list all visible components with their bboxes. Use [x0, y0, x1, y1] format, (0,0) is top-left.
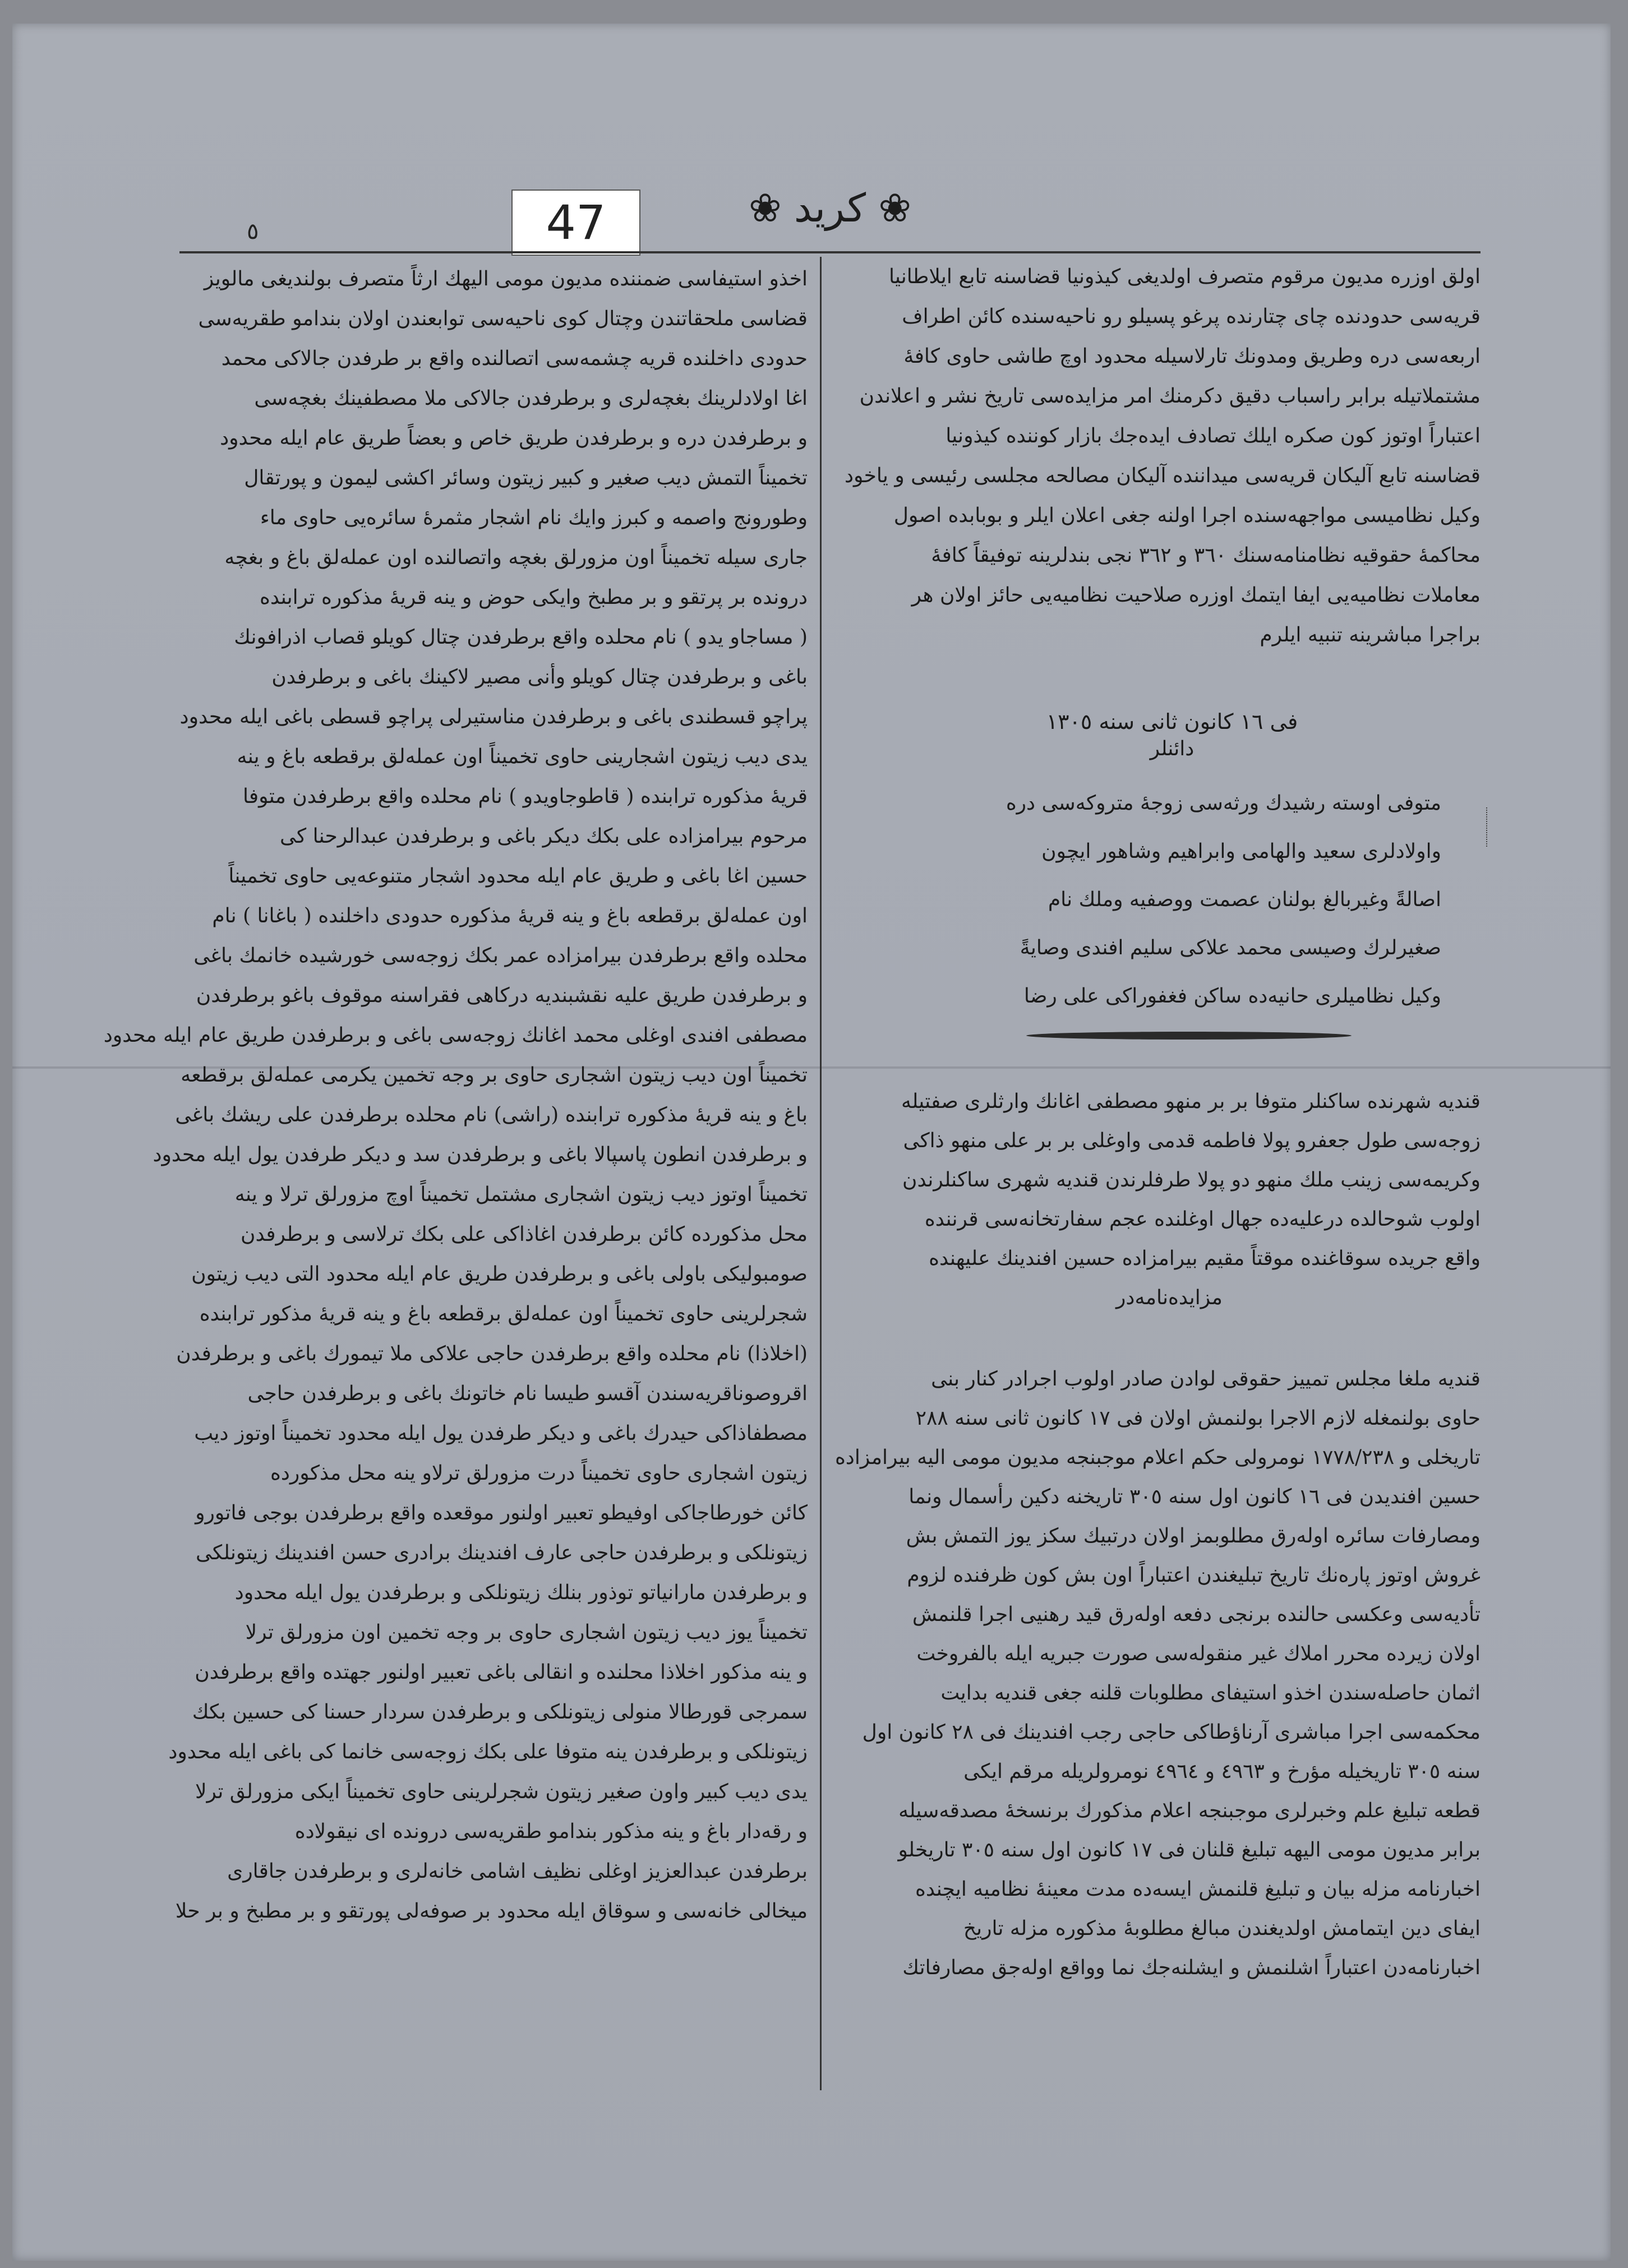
- text-line: میخالی خانه‌سی و سوقاق ایله محدود بر صوفه‌لی پورتقو و بر مطبخ و بر حلا: [175, 1900, 808, 1923]
- text-line: اخذو استیفاسی ضمننده مدیون مومی الیهك ارثاً متصرف بولندیغی مالویز: [204, 267, 808, 290]
- text-line: پراچو قسطندی باغی و برطرفدن مناستیرلی پراچو قسطی باغی ایله محدود: [179, 705, 808, 728]
- text-line: سنه ٣٠٥ تاریخیله مؤرخ و ٤٩٦٣ و ٤٩٦٤ نومرولریله مرقم ایکی: [963, 1760, 1481, 1783]
- text-line: اولق اوزره مدیون مرقوم متصرف اولدیغی کیذونیا قضاسنه تابع ایلاطانیا: [888, 265, 1481, 288]
- text-line: مرحوم بیرامزاده علی بکك دیکر باغی و برطرفدن عبدالرحنا کی: [280, 825, 808, 848]
- text-line: تخمیناً التمش دیب صغیر و کبیر زیتون وسائر اکشی لیمون و پورتقال: [244, 466, 808, 489]
- text-line: غروش اوتوز پاره‌نك تاریخ تبلیغندن اعتباراً اون بش کون ظرفنده لزوم: [907, 1564, 1481, 1587]
- text-line: حاوی بولنمغله لازم الاجرا بولنمش اولان فی ١٧ کانون ثانی سنه ٢٨٨: [915, 1407, 1481, 1430]
- text-line: وکریمه‌سی زینب ملك منهو دو پولا طرفلرندن قندیه شهری ساکنلرندن: [902, 1168, 1481, 1191]
- right-column-notice: [845, 257, 1481, 655]
- text-line: واقع جریده سوقاغنده موقتاً مقیم بیرامزاده حسین افندینك علیهنده: [929, 1247, 1481, 1270]
- text-line: قریهٔ مذکوره ترابنده ( قاطوجاویدو ) نام محلده واقع برطرفدن متوفا: [242, 785, 808, 808]
- text-line: قندیه شهرنده ساکنلر متوفا بر بر منهو مصطفی اغانك وارثلری صفتیله: [901, 1090, 1481, 1113]
- section-separator: [1026, 1032, 1352, 1040]
- creditor-line: متوفی اوسته رشیدك ورثه‌سی زوجهٔ متروکه‌سی دره: [1006, 792, 1441, 815]
- text-line: اون عمله‌لق برقطعه باغ و ینه قریهٔ مذکوره حدودی داخلنده ( باغانا ) نام: [212, 904, 808, 927]
- text-line: حسین اغا باغی و طریق عام ایله محدود اشجار متنوعه‌یی حاوی تخمیناً: [228, 865, 808, 888]
- text-line: براجرا مباشرینه تنبیه ایلرم: [1260, 623, 1481, 646]
- creditors-block: [864, 779, 1441, 1020]
- text-line: اربعه‌سی دره وطریق ومدونك تارلاسیله محدود اوچ طاشی حاوی کافهٔ: [903, 345, 1481, 368]
- text-line: ایفای دین ایتمامش اولدیغندن مبالغ مطلوبهٔ مذکوره مزله تاریخ: [963, 1917, 1481, 1940]
- column-number: ٥: [247, 219, 259, 244]
- text-line: تخمیناً اوتوز دیب زیتون اشجاری مشتمل تخمیناً اوچ مزورلق ترلا و ینه: [234, 1183, 808, 1206]
- text-line: قطعه تبلیغ علم وخبرلری موجبنجه اعلام مذکورك برنسخهٔ مصدقه‌سیله: [898, 1799, 1481, 1822]
- text-line: زیتونلکی و برطرفدن حاجی عارف افندینك برادری حسن افندینك زیتونلکی: [196, 1541, 808, 1564]
- text-line: زیتونلکی و برطرفدن ینه متوفا علی بکك زوجه‌سی خانما کی باغی ایله محدود: [168, 1740, 808, 1763]
- text-line: تأدیه‌سی وعکسی حالنده برنجی دفعه اوله‌رق قید رهنیی اجرا قلنمش: [912, 1603, 1481, 1626]
- text-line: قریه‌سی حدودنده چای چتارنده پرغو پسیلو رو ناحیه‌سنده کائن اطراف: [902, 305, 1481, 328]
- text-line: و برطرفدن انطون پاسپالا باغی و برطرفدن سد و دیکر طرفدن یول ایله محدود: [153, 1143, 808, 1166]
- text-line: (اخلاذا) نام محلده واقع برطرفدن حاجی علاکی ملا تیمورك باغی و برطرفدن: [176, 1342, 808, 1365]
- notice-date: فی ١٦ کانون ثانی سنه ١٣٠٥: [1046, 709, 1298, 734]
- text-line: قضاسی ملحقاتندن وچتال کوی ناحیه‌سی توابعندن اولان بندامو طقریه‌سی: [198, 307, 808, 330]
- text-line: اخبارنامه‌دن اعتباراً اشلنمش و ایشلنه‌جك نما وواقع اوله‌جق مصارفاتك: [902, 1956, 1481, 1979]
- text-line: مصطفی افندی اوغلی محمد اغانك زوجه‌سی باغی و برطرفدن طریق عام ایله محدود: [103, 1024, 808, 1047]
- text-line: تخمیناً یوز دیب زیتون اشجاری حاوی بر وجه تخمین اون مزورلق ترلا: [245, 1621, 808, 1644]
- creditor-line: صغیرلرك وصیسی محمد علاکی سلیم افندی وصایةً: [1020, 936, 1441, 959]
- text-line: اقروصوناقریه‌سندن آقسو طیسا نام خاتونك باغی و برطرفدن حاجی: [247, 1382, 808, 1405]
- text-line: تخمیناً اون دیب زیتون اشجاری حاوی بر وجه تخمین یکرمی عمله‌لق برقطعه: [181, 1064, 808, 1087]
- text-line: و برطرفدن طریق علیه نقشبندیه درکاهی فقراسنه موقوف باغو برطرفدن: [196, 984, 808, 1007]
- newspaper-title: ❀ کرید ❀: [749, 185, 911, 231]
- text-line: اعتباراً اوتوز کون صکره ایلك تصادف ایده‌جك بازار کوننده کیذونیا: [946, 424, 1481, 447]
- auction-notice-body: [834, 1360, 1481, 1988]
- text-line: شجرلرینی حاوی تخمیناً اون عمله‌لق برقطعه باغ و ینه قریهٔ مذکور ترابنده: [199, 1302, 808, 1325]
- text-line: ومصارفات سائره اوله‌رق مطلوبمز اولان درتبیك سکز یوز التمش بش: [906, 1525, 1481, 1548]
- text-line: اثمان حاصله‌سندن اخذو استیفای مطلوبات قلنه جغی قندیه بدایت: [940, 1682, 1481, 1705]
- text-line: محلده واقع برطرفدن بیرامزاده عمر بکك زوجه‌سی خورشیده خانمك باغی: [193, 944, 808, 967]
- text-line: حدودی داخلنده قریه چشمه‌سی اتصالنده واقع بر طرفدن جالاکی محمد: [221, 347, 808, 370]
- auction-notice-intro: [858, 1082, 1481, 1318]
- text-line: برطرفدن عبدالعزیز اوغلی نظیف اشامی خانه‌لری و برطرفدن جاقاری: [227, 1860, 808, 1883]
- text-line: محاکمهٔ حقوقیه نظامنامه‌سنك ٣٦٠ و ٣٦٢ نجی بندلرینه توفیقاً کافهٔ: [931, 544, 1481, 567]
- column-divider: [820, 257, 822, 2090]
- text-line: قضاسنه تابع آلیکان قریه‌سی میداننده آلیکان مصالحه مجلسی رئیسی و یاخود: [845, 464, 1481, 487]
- creditors-heading: دائنلر: [1150, 737, 1195, 760]
- text-line: اولوب شوحالده درعلیه‌ده جهال اوغلنده عجم سفارتخانه‌سی قرننده: [924, 1208, 1481, 1231]
- text-line: باغ و ینه قریهٔ مذکوره ترابنده (راشی) نام محلده برطرفدن علی ریشك باغی: [175, 1103, 808, 1126]
- text-line: برابر مدیون مومی الیهه تبلیغ قلنان فی ١٧ کانون اول سنه ٣٠٥ تاریخلو: [898, 1839, 1481, 1861]
- text-line: یدی دیب کبیر واون صغیر زیتون شجرلرینی حاوی تخمیناً ایکی مزورلق ترلا: [195, 1780, 808, 1803]
- text-line: اولان زیرده محرر املاك غیر منقوله‌سی صورت جبریه ایله بالفروخت: [916, 1642, 1481, 1665]
- text-line: قندیه ملغا مجلس تمییز حقوقی لوادن صادر اولوب اجرادر کنار بنی: [931, 1368, 1481, 1391]
- margin-annotation: [1486, 807, 1497, 847]
- text-line: حسین افندیدن فی ١٦ کانون اول سنه ٣٠٥ تاریخنه دکین رأسمال ونما: [908, 1485, 1481, 1508]
- text-line: اغا اولادلرینك بغچه‌لری و برطرفدن جالاکی ملا مصطفینك بغچه‌سی: [254, 387, 808, 410]
- text-line: صومبولیکی باولی باغی و برطرفدن طریق عام ایله محدود التی دیب زیتون: [191, 1263, 808, 1286]
- page-number-label: 47: [511, 190, 640, 256]
- text-line: و ینه مذکور اخلاذا محلنده و انقالی باغی تعبیر اولنور جهتده واقع برطرفدن: [195, 1661, 808, 1684]
- text-line: و برطرفدن مارانیاتو توذور بنلك زیتونلکی و برطرفدن یول ایله محدود: [234, 1581, 808, 1604]
- text-line: محکمه‌سی اجرا مباشری آرناؤطاکی حاجی رجب افندینك فی ٢٨ کانون اول: [862, 1721, 1481, 1744]
- text-line: معاملات نظامیه‌یی ایفا ایتمك اوزره صلاحیت نظامیه‌یی حائز اولان هر: [911, 584, 1481, 607]
- creditor-line: واولادلری سعید والهامی وابراهیم وشاهور ایچون: [1041, 840, 1441, 863]
- text-line: مصطفاذاکی حیدرك باغی و دیکر طرفدن یول ایله محدود تخمیناً اوتوز دیب: [194, 1422, 808, 1445]
- text-line: درونده بر پرتقو و بر مطبخ وایکی حوض و ینه قریهٔ مذکوره ترابنده: [260, 586, 808, 609]
- text-line: و رقه‌دار باغ و ینه مذکور بندامو طقریه‌سی درونده ای نیقولاده: [294, 1820, 808, 1843]
- notice-title: مزایده‌نامه‌در: [1116, 1286, 1223, 1309]
- text-line: تاریخلی و ١٧٧٨/٢٣٨ نومرولی حکم اعلام موجبنجه مدیون مومی الیه بیرامزاده: [834, 1446, 1481, 1469]
- header-rule: [179, 251, 1481, 253]
- text-line: مشتملاتیله برابر راسباب دقیق دکرمنك امر مزایده‌سی تاریخ نشر و اعلاندن: [859, 385, 1481, 408]
- creditor-line: اصالةً وغیربالغ بولنان عصمت ووصفیه وملك نام: [1048, 888, 1441, 911]
- text-line: کائن خورطاجاکی اوفیطو تعبیر اولنور موقعده واقع برطرفدن بوجی فاتورو: [195, 1502, 808, 1525]
- text-line: اخبارنامه مزله بیان و تبلیغ قلنمش ایسه‌ده مدت معینهٔ نظامیه ایچنده: [915, 1878, 1481, 1901]
- text-line: وطورونج واصمه و کبرز وایك نام اشجار مثمرهٔ سائره‌یی حاوی ماء: [260, 506, 808, 529]
- text-line: سمرجی قورطالا منولی زیتونلکی و برطرفدن سردار حسنا کی حسین بکك: [192, 1701, 808, 1724]
- creditor-line: وکیل نظامیلری حانیه‌ده ساکن فغفوراکی علی رضا: [1023, 985, 1441, 1008]
- text-line: زوجه‌سی طول جعفرو پولا فاطمه قدمی واوغلی بر بر علی منهو ذاکی: [903, 1129, 1481, 1152]
- text-line: باغی و برطرفدن چتال کویلو وأنی مصیر لاکینك باغی و برطرفدن: [271, 666, 808, 689]
- text-line: ( مساجاو یدو ) نام محلده واقع برطرفدن چتال کویلو قصاب اذرافونك: [234, 626, 808, 649]
- text-line: زیتون اشجاری حاوی تخمیناً درت مزورلق ترلاو ینه محل مذکورده: [270, 1462, 808, 1485]
- left-column-text: [103, 259, 808, 1931]
- text-line: یدی دیب زیتون اشجارینی حاوی تخمیناً اون عمله‌لق برقطعه باغ و ینه: [237, 745, 808, 768]
- text-line: محل مذکورده کائن برطرفدن اغاذاکی علی بکك ترلاسی و برطرفدن: [241, 1223, 808, 1246]
- text-line: و برطرفدن دره و برطرفدن طریق خاص و بعضاً طریق عام ایله محدود: [220, 427, 808, 450]
- text-line: وکیل نظامیسی مواجهه‌سنده اجرا اولنه جغی اعلان ایلر و بوبابده اصول: [893, 504, 1481, 527]
- text-line: جاری سیله تخمیناً اون مزورلق بغچه واتصالنده اون عمله‌لق باغ و بغچه: [224, 546, 808, 569]
